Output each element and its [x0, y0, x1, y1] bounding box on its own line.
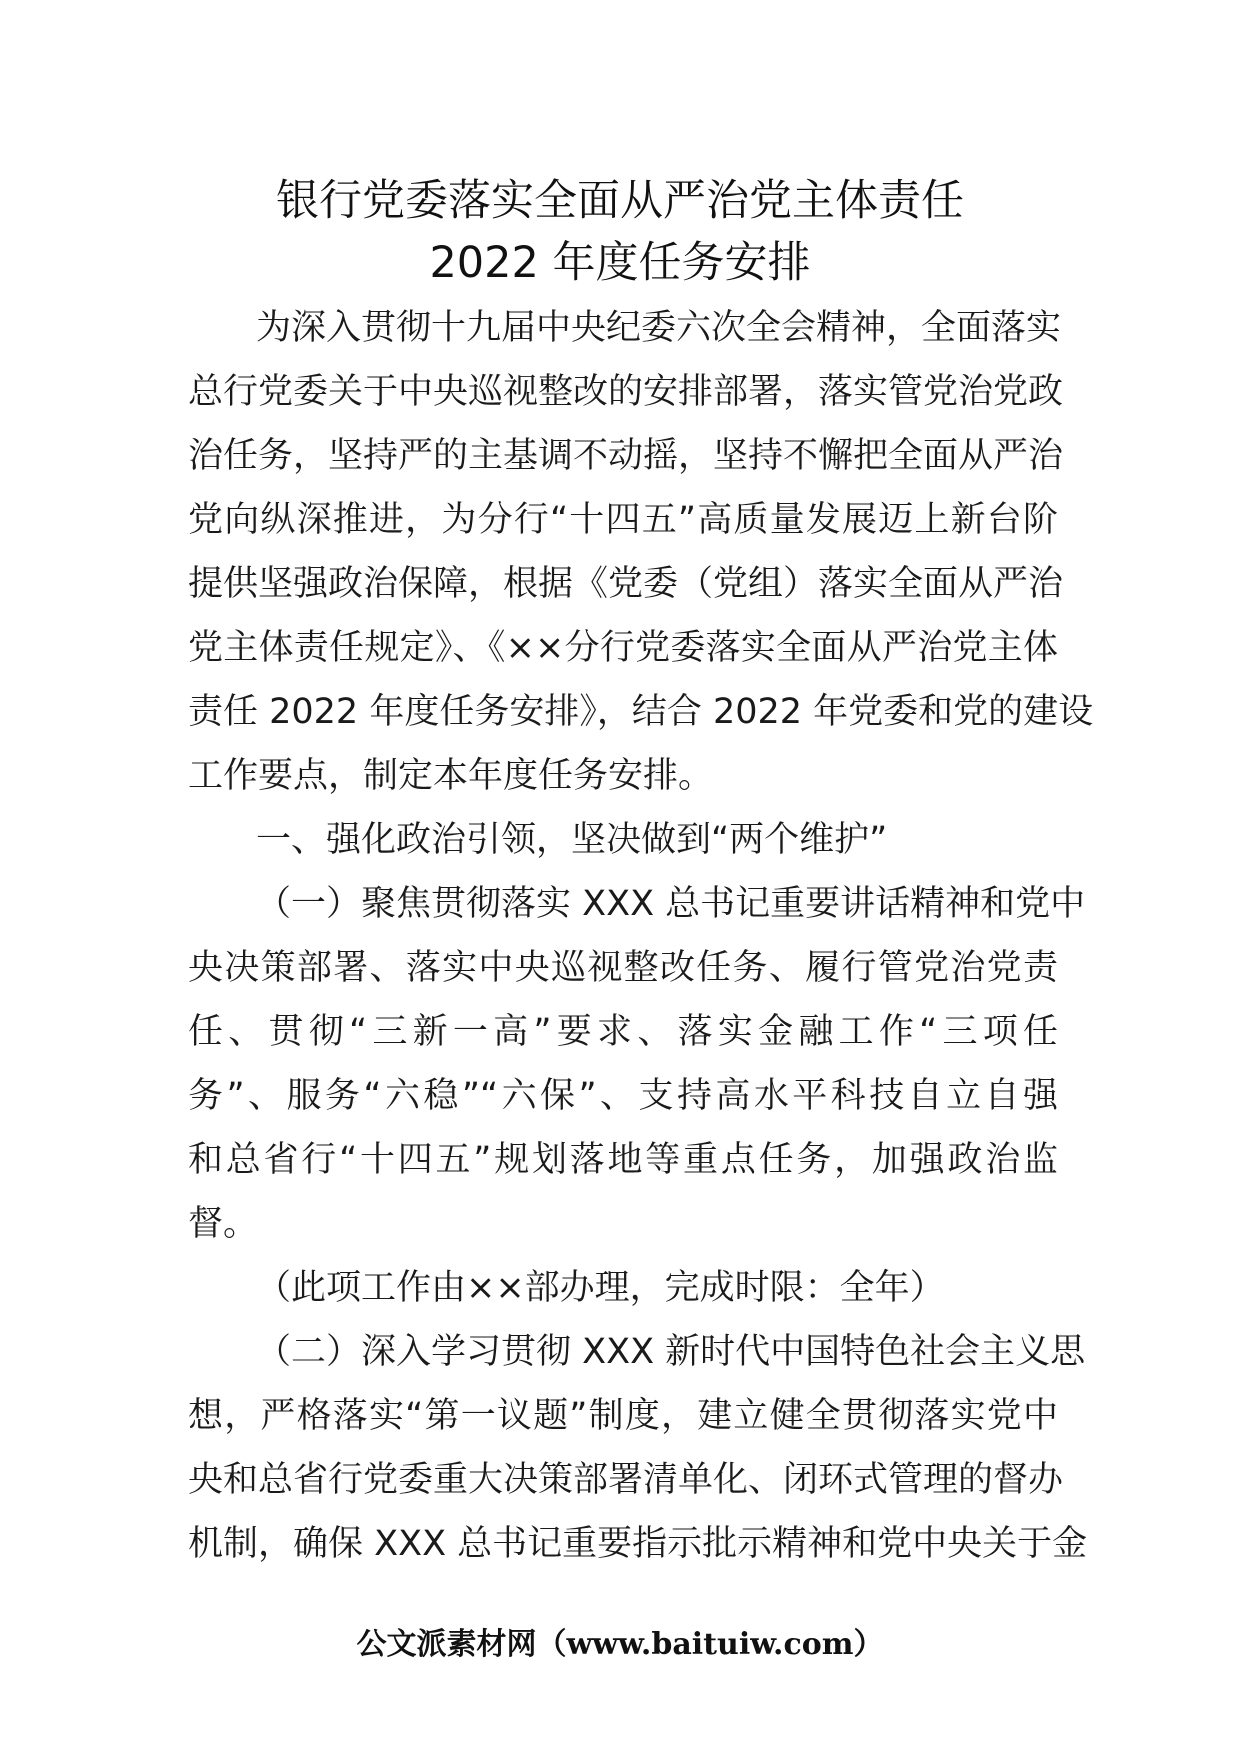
paragraph-line: 机制，确保 XXX 总书记重要指示批示精神和党中央关于金 [188, 1524, 1088, 1564]
paragraph-line: 务”、服务“六稳”“六保”、支持高水平科技自立自强 [188, 1076, 1058, 1116]
paragraph-line: 为深入贯彻十九届中央纪委六次全会精神，全面落实 [256, 308, 1062, 348]
paragraph-line: 总行党委关于中央巡视整改的安排部署，落实管党治党政 [188, 372, 1064, 412]
section-heading: 一、强化政治引领，坚决做到“两个维护” [256, 820, 888, 860]
paragraph-line: 提供坚强政治保障，根据《党委（党组）落实全面从严治 [188, 564, 1064, 604]
paragraph-line: 和总省行“十四五”规划落地等重点任务，加强政治监 [188, 1140, 1058, 1180]
paragraph-line: （二）深入学习贯彻 XXX 新时代中国特色社会主义思 [256, 1332, 1086, 1372]
paragraph-line: 央决策部署、落实中央巡视整改任务、履行管党治党责 [188, 948, 1058, 988]
paragraph-line: 党主体责任规定》、《××分行党委落实全面从严治党主体 [188, 628, 1058, 668]
footer-watermark: 公文派素材网（www.baituiw.com） [356, 1627, 884, 1662]
paragraph-line: 想，严格落实“第一议题”制度，建立健全贯彻落实党中 [188, 1396, 1058, 1436]
paragraph-line: 责任 2022 年度任务安排》，结合 2022 年党委和党的建设 [188, 692, 1094, 732]
paragraph-line: 工作要点，制定本年度任务安排。 [188, 756, 714, 796]
paragraph-line: 央和总省行党委重大决策部署清单化、闭环式管理的督办 [188, 1460, 1064, 1500]
document-title-line-1: 银行党委落实全面从严治党主体责任 [276, 176, 964, 226]
paragraph-line: 督。 [188, 1204, 259, 1244]
paragraph-line: 任、贯彻“三新一高”要求、落实金融工作“三项任 [188, 1012, 1058, 1052]
paragraph-line: （一）聚焦贯彻落实 XXX 总书记重要讲话精神和党中 [256, 884, 1086, 924]
paragraph-line: 治任务，坚持严的主基调不动摇，坚持不懈把全面从严治 [188, 436, 1064, 476]
responsibility-note: （此项工作由××部办理，完成时限：全年） [256, 1268, 945, 1308]
document-title-line-2: 2022 年度任务安排 [429, 238, 811, 288]
paragraph-line: 党向纵深推进，为分行“十四五”高质量发展迈上新台阶 [188, 500, 1058, 540]
document-body [188, 296, 1094, 1576]
